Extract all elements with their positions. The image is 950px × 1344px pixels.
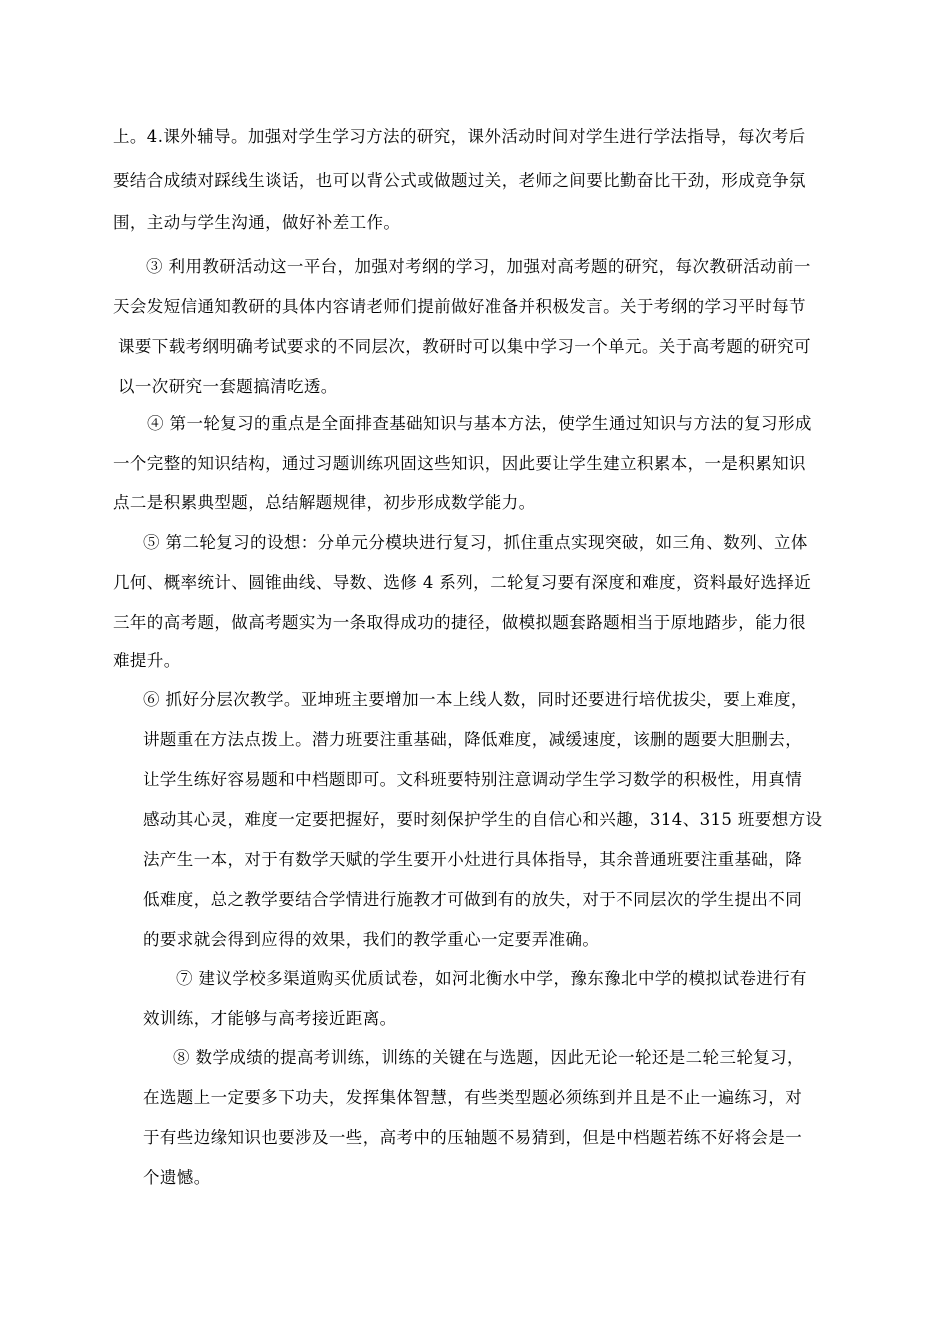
text-line: 在选题上一定要多下功夫，发挥集体智慧，有些类型题必须练到并且是不止一遍练习，对 <box>143 1088 803 1107</box>
text-line: 三年的高考题，做高考题实为一条取得成功的捷径，做模拟题套路题相当于原地踏步，能力很 <box>113 613 806 632</box>
text-line: 课要下载考纲明确考试要求的不同层次，教研时可以集中学习一个单元。关于高考题的研究可 <box>118 337 811 356</box>
text-line: 讲题重在方法点拨上。潜力班要注重基础，降低难度，减缓速度，该删的题要大胆删去， <box>143 730 803 749</box>
text-line: 的要求就会得到应得的效果，我们的教学重心一定要弄准确。 <box>143 930 600 949</box>
text-line: 上。4.课外辅导。加强对学生学习方法的研究，课外活动时间对学生进行学法指导，每次考后 <box>113 127 806 146</box>
text-line: 让学生练好容易题和中档题即可。文科班要特别注意调动学生学习数学的积极性，用真情 <box>143 770 803 789</box>
text-line: ⑦ 建议学校多渠道购买优质试卷，如河北衡水中学，豫东豫北中学的模拟试卷进行有 <box>176 969 807 988</box>
text-line: 难提升。 <box>113 651 181 670</box>
text-line: 围，主动与学生沟通，做好补差工作。 <box>113 213 401 232</box>
text-line: 要结合成绩对踩线生谈话，也可以背公式或做题过关，老师之间要比勤奋比干劲，形成竞争氛 <box>113 171 806 190</box>
text-line: 点二是积累典型题，总结解题规律，初步形成数学能力。 <box>113 493 536 512</box>
text-line: 以一次研究一套题搞清吃透。 <box>118 377 338 396</box>
text-line: 天会发短信通知教研的具体内容请老师们提前做好准备并积极发言。关于考纲的学习平时每节 <box>113 297 806 316</box>
text-line: ④ 第一轮复习的重点是全面排查基础知识与基本方法，使学生通过知识与方法的复习形成 <box>147 414 812 433</box>
text-line: ③ 利用教研活动这一平台，加强对考纲的学习，加强对高考题的研究，每次教研活动前一 <box>146 257 811 276</box>
text-line: 低难度，总之教学要结合学情进行施教才可做到有的放失，对于不同层次的学生提出不同 <box>143 890 803 909</box>
text-line: 于有些边缘知识也要涉及一些，高考中的压轴题不易猜到，但是中档题若练不好将会是一 <box>143 1128 803 1147</box>
text-line: 法产生一本，对于有数学天赋的学生要开小灶进行具体指导，其余普通班要注重基础，降 <box>143 850 803 869</box>
text-line: 效训练，才能够与高考接近距离。 <box>143 1009 397 1028</box>
text-line: 个遗憾。 <box>143 1168 211 1187</box>
text-line: 感动其心灵，难度一定要把握好，要时刻保护学生的自信心和兴趣，314、315 班要想方设 <box>143 810 823 829</box>
text-line: ⑤ 第二轮复习的设想：分单元分模块进行复习，抓住重点实现突破，如三角、数列、立体 <box>143 533 808 552</box>
text-line: 几何、概率统计、圆锥曲线、导数、选修 4 系列，二轮复习要有深度和难度，资料最好选择近 <box>113 573 812 592</box>
text-line: ⑥ 抓好分层次教学。亚坤班主要增加一本上线人数，同时还要进行培优拔尖，要上难度， <box>143 690 808 709</box>
text-line: ⑧ 数学成绩的提高考训练，训练的关键在与选题，因此无论一轮还是二轮三轮复习， <box>173 1048 804 1067</box>
text-line: 一个完整的知识结构，通过习题训练巩固这些知识，因此要让学生建立积累本，一是积累知识 <box>113 454 806 473</box>
